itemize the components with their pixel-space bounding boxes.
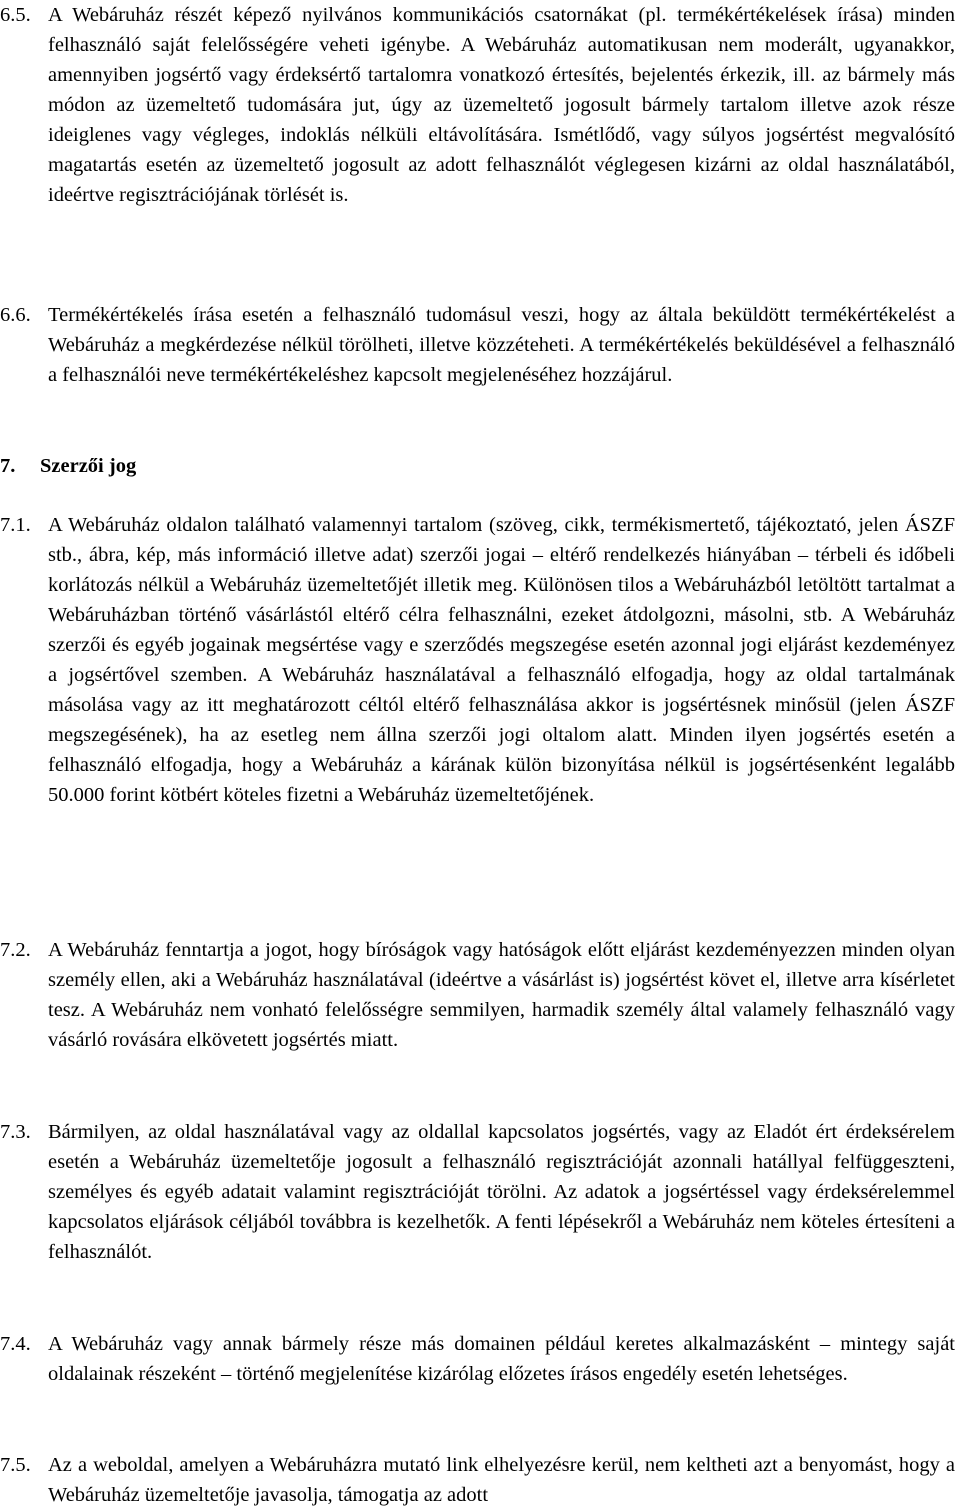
- paragraph-number: 6.6.: [0, 304, 31, 326]
- paragraph-text: A Webáruház vagy annak bármely része más domainen például keretes alkalmazásként – mintegy saját oldalainak részeként – történő megjelenítése kizárólag előzetes írásos engedély esetén lehetséges.: [48, 1333, 955, 1385]
- section-heading-title: Szerzői jog: [40, 455, 137, 477]
- paragraph-7-5: [0, 1450, 955, 1510]
- paragraph-text: A Webáruház oldalon található valamennyi tartalom (szöveg, cikk, termékismertető, tájékoztató, jelen ÁSZF stb., ábra, kép, más információ illetve adat) szerzői jogai – eltérő rendelkezés hiányában – térbeli és időbeli korlátozás nélkül a Webáruház üzemeltetőjét illetik meg. Különösen tilos a Webáruházból letöltött tartalmat a Webáruházban történő vásárlástól eltérő célra felhasználni, ezeket átdolgozni, másolni, stb. A Webáruház szerzői és egyéb jogainak megsértése vagy e szerződés megszegése esetén azonnal jogi eljárást kezdeményez a jogsértővel szemben. A Webáruház használatával a felhasználó elfogadja, hogy az oldal tartalmának másolása vagy az itt meghatározott céltól eltérő felhasználása akkor is jogsértésnek minősül (jelen ÁSZF megszegésének), ha az esetleg nem állna szerzői jogi oltalom alatt. Minden ilyen jogsértés esetén a felhasználó elfogadja, hogy a Webáruház a kárának külön bizonyítása nélkül is jogsértésenként legalább 50.000 forint kötbért köteles fizetni a Webáruház üzemeltetőjének.: [48, 514, 955, 806]
- paragraph-text: Termékértékelés írása esetén a felhasználó tudomásul veszi, hogy az általa beküldött termékértékelést a Webáruház a megkérdezése nélkül törölheti, illetve közzéteheti. A termékértékelés beküldésével a felhasználó a felhasználói neve termékértékeléshez kapcsolt megjelenéséhez hozzájárul.: [48, 304, 955, 386]
- paragraph-text: Az a weboldal, amelyen a Webáruházra mutató link elhelyezésre kerül, nem keltheti azt a benyomást, hogy a Webáruház üzemeltetője javasolja, támogatja az adott: [48, 1454, 955, 1506]
- paragraph-7-2: [0, 935, 955, 1055]
- paragraph-number: 7.4.: [0, 1333, 31, 1355]
- section-heading: [0, 451, 136, 481]
- paragraph-number: 6.5.: [0, 4, 31, 26]
- paragraph-text: A Webáruház fenntartja a jogot, hogy bíróságok vagy hatóságok előtt eljárást kezdeményezzen minden olyan személy ellen, aki a Webáruház használatával (ideértve a vásárlást is) jogsértést követ el, illetve arra kísérletet tesz. A Webáruház nem vonható felelősségre semmilyen, harmadik személy által valamely felhasználó vagy vásárló rovására elkövetett jogsértés miatt.: [48, 939, 955, 1051]
- paragraph-number: 7.5.: [0, 1454, 31, 1476]
- paragraph-number: 7.3.: [0, 1121, 31, 1143]
- paragraph-number: 7.2.: [0, 939, 31, 961]
- paragraph-text: A Webáruház részét képező nyilvános kommunikációs csatornákat (pl. termékértékelések írása) minden felhasználó saját felelősségére veheti igénybe. A Webáruház automatikusan nem moderált, ugyanakkor, amennyiben jogsértő vagy érdeksértő tartalomra vonatkozó értesítés, bejelentés érkezik, ill. az bármely más módon az üzemeltető tudomására jut, úgy az üzemeltető jogosult bármely tartalom illetve azok része ideiglenes vagy végleges, indoklás nélküli eltávolítására. Ismétlődő, vagy súlyos jogsértést megvalósító magatartás esetén az üzemeltető jogosult az adott felhasználót véglegesen kizárni az oldal használatából, ideértve regisztrációjának törlését is.: [48, 4, 955, 206]
- paragraph-number: 7.1.: [0, 514, 31, 536]
- paragraph-6-6: [0, 300, 955, 390]
- section-heading-number: 7.: [0, 455, 16, 477]
- paragraph-7-4: [0, 1329, 955, 1389]
- paragraph-7-1: [0, 510, 955, 810]
- paragraph-text: Bármilyen, az oldal használatával vagy az oldallal kapcsolatos jogsértés, vagy az Eladót ért érdeksérelem esetén a Webáruház üzemeltetője jogosult a felhasználó regisztrációját azonnali hatállyal felfüggeszteni, személyes és egyéb adatait valamint regisztrációját törölni. Az adatok a jogsértéssel vagy érdeksérelemmel kapcsolatos eljárások céljából továbbra is kezelhetők. A fenti lépésekről a Webáruház nem köteles értesíteni a felhasználót.: [48, 1121, 955, 1263]
- paragraph-6-5: [0, 0, 955, 210]
- paragraph-7-3: [0, 1117, 955, 1267]
